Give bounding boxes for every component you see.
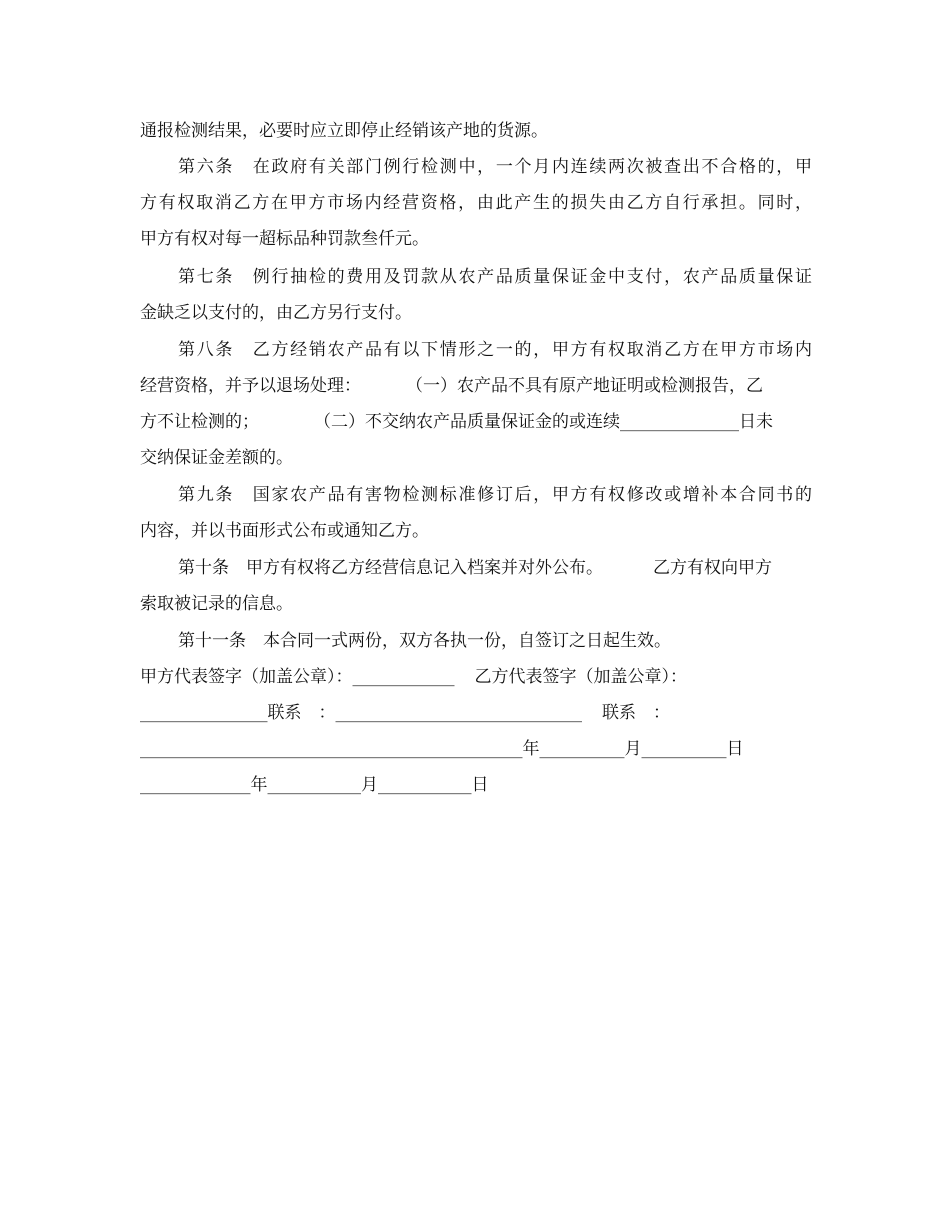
- signature-line: [140, 659, 812, 695]
- article-11: 第十一条 本合同一式两份，双方各执一份，自签订之日起生效。: [178, 631, 671, 651]
- date-line-2: _____________年___________月___________日: [140, 775, 489, 795]
- article-7-line-2: 金缺乏以支付的，由乙方另行支付。: [140, 303, 412, 323]
- party-b-signature: 乙方代表签字（加盖公章）：: [474, 667, 687, 687]
- article-8-line-2: [140, 368, 812, 404]
- article-8-line-1: 第八条 乙方经销农产品有以下情形之一的，甲方有权取消乙方在甲方市场内: [178, 340, 812, 360]
- article-6-line-1: 第六条 在政府有关部门例行检测中，一个月内连续两次被查出不合格的，甲: [178, 157, 812, 177]
- text-line: 通报检测结果，必要时应立即停止经销该产地的货源。: [140, 121, 548, 141]
- article-6-line-2: 方有权取消乙方在甲方市场内经营资格，由此产生的损失由乙方自行承担。同时，: [140, 193, 812, 213]
- article-8-line-4: 交纳保证金差额的。: [140, 448, 293, 468]
- article-8-line-3: [140, 404, 812, 440]
- article-10-line-2: 索取被记录的信息。: [140, 594, 293, 614]
- article-8-item-2: （二）不交纳农产品质量保证金的或连续______________日未: [314, 412, 773, 432]
- article-9-line-1: 第九条 国家农产品有害物检测标准修订后，甲方有权修改或增补本合同书的: [178, 485, 812, 505]
- party-a-signature: 甲方代表签字（加盖公章）：____________: [140, 667, 455, 687]
- article-8-intro: 经营资格，并予以退场处理：: [140, 376, 361, 396]
- article-8-item-1: （一）农产品不具有原产地证明或检测报告，乙: [406, 376, 763, 396]
- article-6-line-3: 甲方有权对每一超标品种罚款叁仟元。: [140, 229, 429, 249]
- party-a-contact: _______________联系 ：_____________________________: [140, 703, 582, 723]
- article-10-line-1: [178, 550, 812, 586]
- date-line-1: _____________________________________________年__________月__________日: [140, 739, 744, 759]
- article-8-item-1-end: 方不让检测的；: [140, 412, 259, 432]
- party-b-contact: 联系 ：: [602, 703, 670, 723]
- article-9-line-2: 内容，并以书面形式公布或通知乙方。: [140, 521, 429, 541]
- article-7-line-1: 第七条 例行抽检的费用及罚款从农产品质量保证金中支付，农产品质量保证: [178, 267, 812, 287]
- contact-line: [140, 695, 812, 731]
- article-10-part-1: 第十条 甲方有权将乙方经营信息记入档案并对外公布。: [178, 558, 603, 578]
- article-10-part-2: 乙方有权向甲方: [653, 558, 772, 578]
